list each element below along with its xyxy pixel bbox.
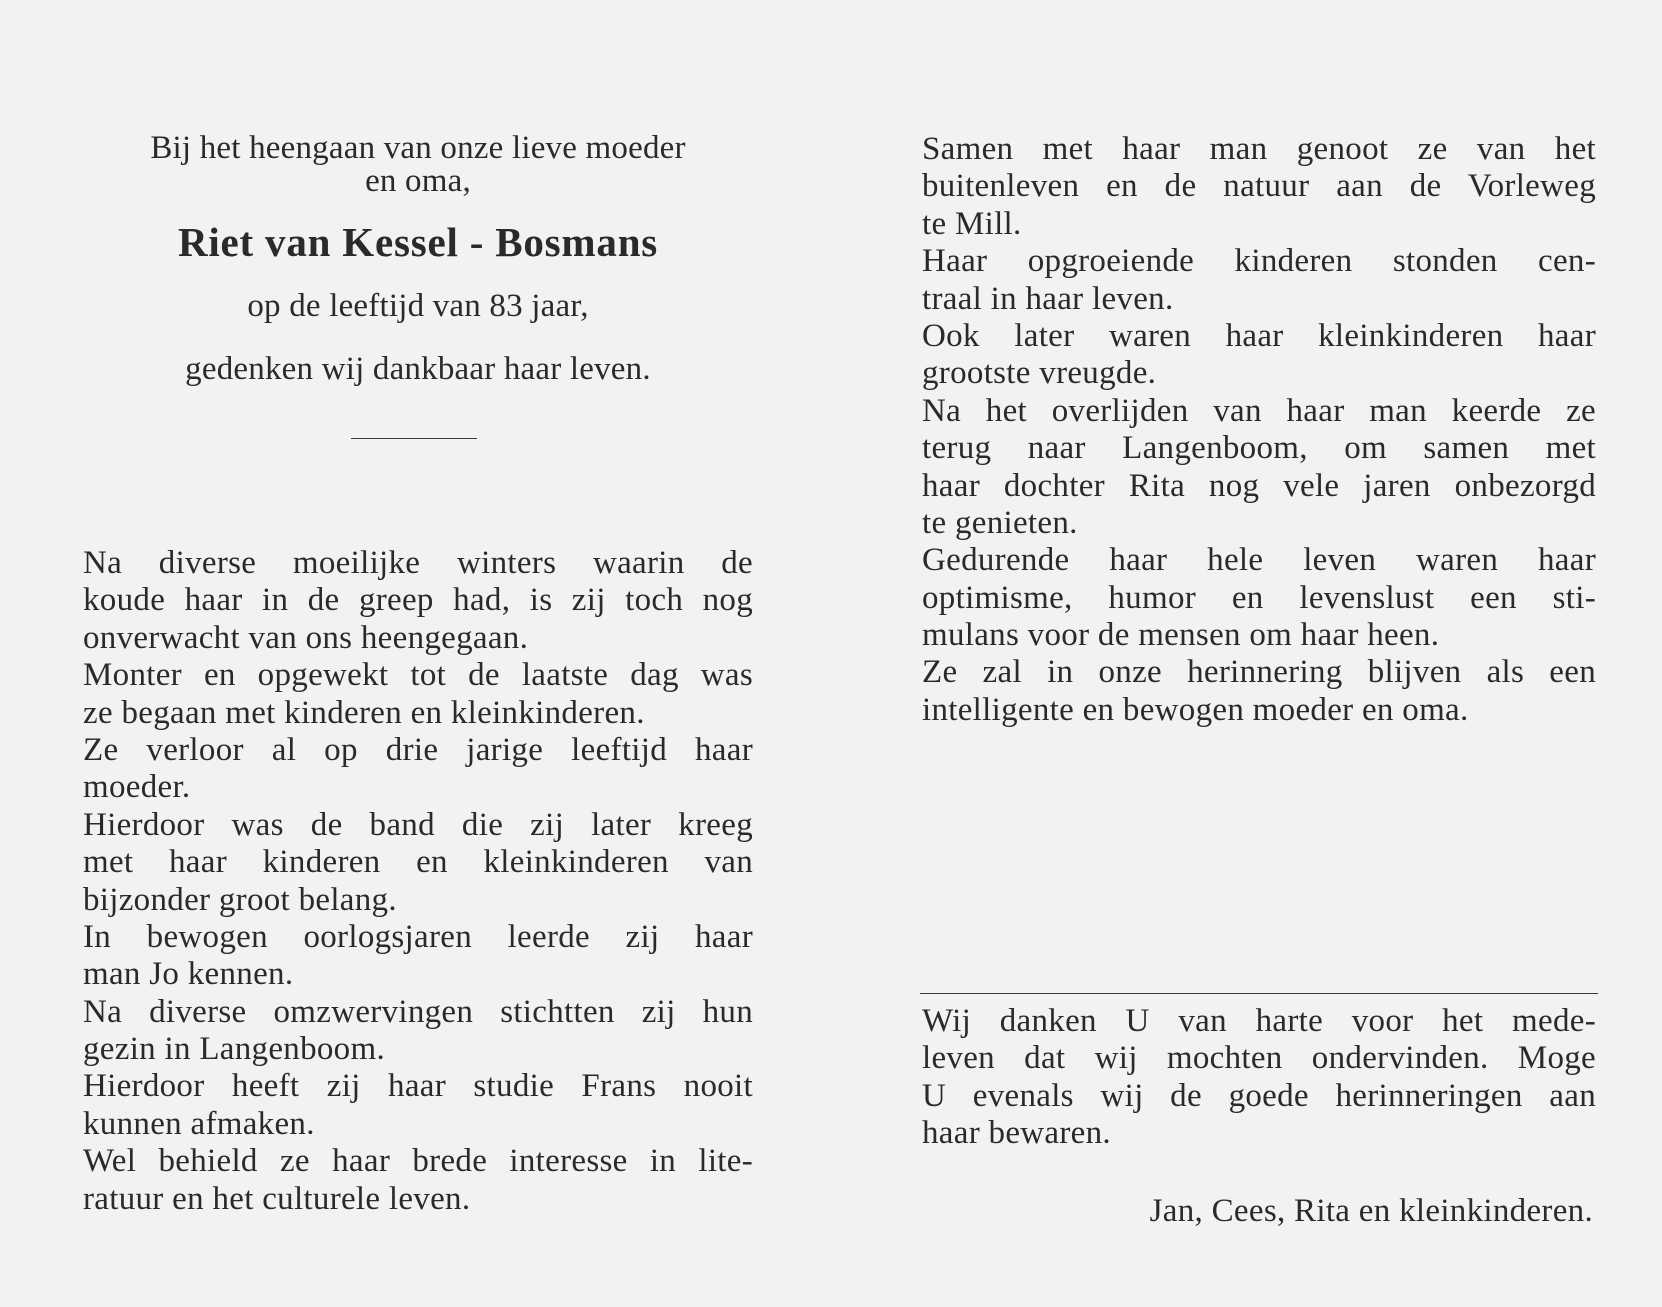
right-body-line: traal in haar leven. <box>922 280 1174 317</box>
left-body-line: Ze verloor al op drie jarige leeftijd haar <box>83 731 753 768</box>
left-body-line: kunnen afmaken. <box>83 1105 315 1142</box>
left-body-line: onverwacht van ons heengegaan. <box>83 619 529 656</box>
right-body-line: Haar opgroeiende kinderen stonden cen- <box>922 243 1596 280</box>
right-body-line: Na het overlijden van haar man keerde ze <box>922 392 1596 429</box>
right-body-line: haar dochter Rita nog vele jaren onbezorgd <box>922 467 1596 504</box>
remember-line: gedenken wij dankbaar haar leven. <box>185 351 651 387</box>
right-body-line: optimisme, humor en levenslust een sti- <box>922 579 1596 616</box>
deceased-name: Riet van Kessel - Bosmans <box>177 219 659 265</box>
thanks-text <box>922 1003 1596 1153</box>
thanks-line: Wij danken U van harte voor het mede- <box>922 1003 1596 1039</box>
center-fold <box>830 0 832 1307</box>
thanks-line: haar bewaren. <box>922 1115 1111 1152</box>
left-body-line: koude haar in de greep had, is zij toch nog <box>83 582 753 619</box>
left-body-line: man Jo kennen. <box>83 956 294 993</box>
thanks-line: leven dat wij mochten ondervinden. Moge <box>922 1040 1596 1077</box>
left-body-line: ratuur en het culturele leven. <box>83 1180 471 1217</box>
short-divider <box>351 438 477 439</box>
right-body-line: Ook later waren haar kleinkinderen haar <box>922 317 1596 354</box>
left-body-line: Na diverse omzwervingen stichtten zij hun <box>83 993 753 1030</box>
left-body-line: moeder. <box>83 769 191 806</box>
left-body-line: Hierdoor was de band die zij later kreeg <box>83 806 753 843</box>
age-line: op de leeftijd van 83 jaar, <box>247 288 589 324</box>
long-divider <box>920 993 1598 994</box>
right-body-line: buitenleven en de natuur aan de Vorleweg <box>922 168 1596 205</box>
left-body-line: bijzonder groot belang. <box>83 881 397 918</box>
intro-line-1: Bij het heengaan van onze lieve moeder <box>150 130 686 166</box>
right-body-line: mulans voor de mensen om haar heen. <box>922 617 1440 654</box>
right-body-text <box>922 131 1596 729</box>
right-body-line: Gedurende haar hele leven waren haar <box>922 542 1596 579</box>
right-body-line: Samen met haar man genoot ze van het <box>922 131 1596 167</box>
left-body-line: Hierdoor heeft zij haar studie Frans nooit <box>83 1068 753 1105</box>
left-body-line: ze begaan met kinderen en kleinkinderen. <box>83 694 645 731</box>
left-body-line: In bewogen oorlogsjaren leerde zij haar <box>83 918 753 955</box>
left-body-line: gezin in Langenboom. <box>83 1031 386 1068</box>
right-body-line: intelligente en bewogen moeder en oma. <box>922 691 1469 728</box>
left-body-line: Monter en opgewekt tot de laatste dag was <box>83 657 753 694</box>
left-body-line: met haar kinderen en kleinkinderen van <box>83 844 753 881</box>
right-body-line: grootste vreugde. <box>922 355 1157 392</box>
left-body-text <box>83 545 753 1218</box>
right-body-line: terug naar Langenboom, om samen met <box>922 430 1596 467</box>
intro-line-2: en oma, <box>365 163 471 199</box>
right-body-line: Ze zal in onze herinnering blijven als een <box>922 654 1596 691</box>
left-body-line: Wel behield ze haar brede interesse in lite- <box>83 1143 753 1180</box>
left-body-line: Na diverse moeilijke winters waarin de <box>83 545 753 581</box>
right-body-line: te genieten. <box>922 504 1078 541</box>
thanks-line: U evenals wij de goede herinneringen aan <box>922 1077 1596 1114</box>
family-signature: Jan, Cees, Rita en kleinkinderen. <box>1149 1193 1593 1229</box>
right-body-line: te Mill. <box>922 205 1022 242</box>
